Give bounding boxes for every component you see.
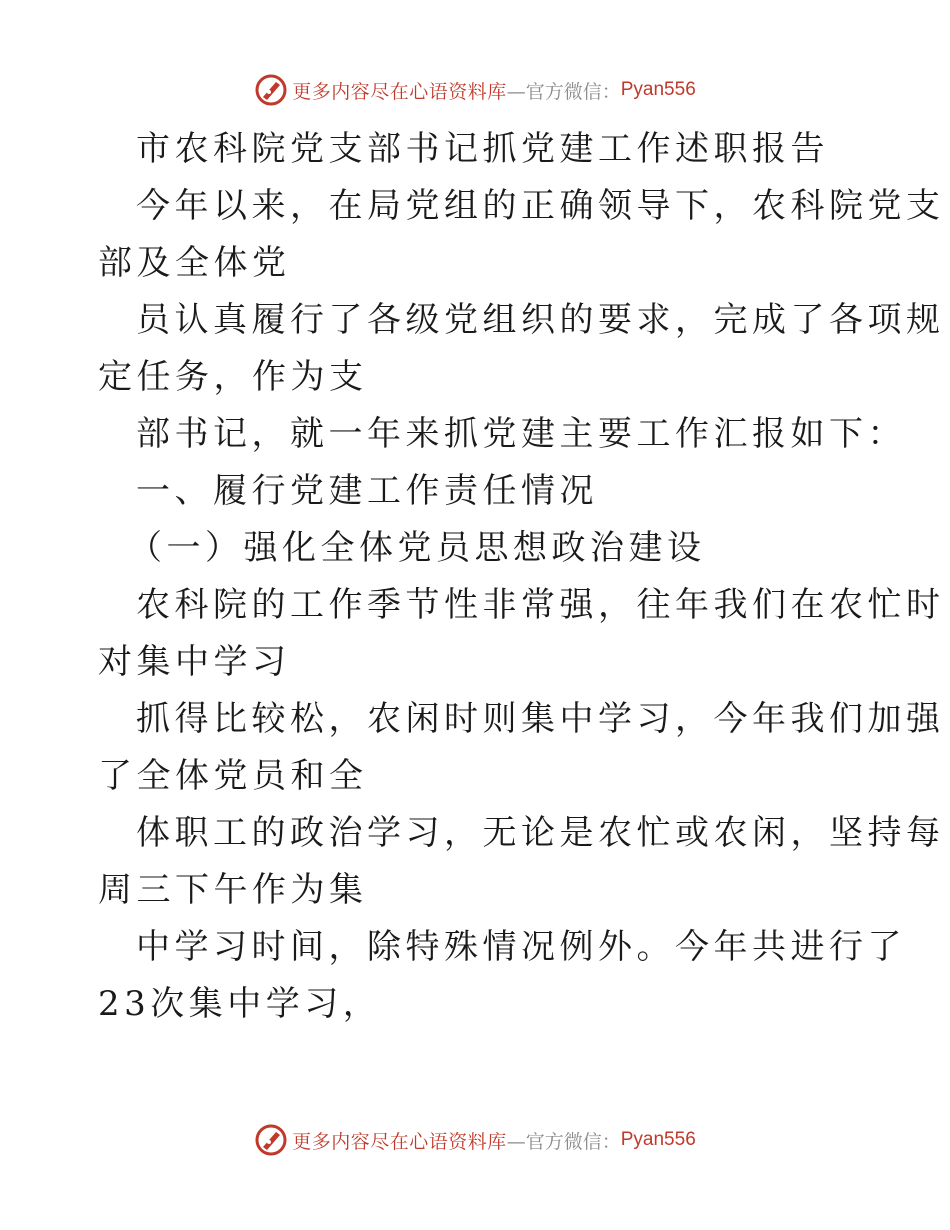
document-title: 市农科院党支部书记抓党建工作述职报告: [136, 129, 829, 169]
paragraph-line: 周三下午作为集: [98, 870, 368, 910]
watermark-label: —官方微信：: [506, 1130, 621, 1153]
pen-nib-circle-icon: [254, 73, 288, 107]
footer-watermark: [0, 1122, 950, 1158]
paragraph-line: 农科院的工作季节性非常强，往年我们在农忙时: [136, 585, 945, 625]
watermark-label: —官方微信：: [506, 80, 621, 103]
section-heading: 一、履行党建工作责任情况: [136, 471, 598, 511]
header-watermark: [0, 72, 950, 108]
paragraph-line: 中学习时间，除特殊情况例外。今年共进行了: [136, 927, 906, 967]
watermark-wechat-id: Pyan556: [620, 79, 696, 100]
paragraph-line: 抓得比较松，农闲时则集中学习，今年我们加强: [136, 699, 945, 739]
paragraph-line: 部及全体党: [98, 243, 291, 283]
watermark-wechat-id: Pyan556: [620, 1129, 696, 1150]
document-body: [98, 121, 945, 1033]
paragraph-line: 部书记，就一年来抓党建主要工作汇报如下：: [136, 414, 906, 454]
paragraph-line: 对集中学习: [98, 642, 291, 682]
paragraph-line: 体职工的政治学习，无论是农忙或农闲，坚持每: [136, 813, 945, 853]
watermark-site-name: 更多内容尽在心语资料库: [292, 1130, 507, 1153]
subsection-heading: （一）强化全体党员思想政治建设: [128, 528, 706, 568]
watermark-site-name: 更多内容尽在心语资料库: [292, 80, 507, 103]
paragraph-line: 了全体党员和全: [98, 756, 368, 796]
paragraph-line: 定任务，作为支: [98, 357, 368, 397]
paragraph-line: 员认真履行了各级党组织的要求，完成了各项规: [136, 300, 945, 340]
paragraph-line: 23次集中学习，: [98, 984, 382, 1024]
paragraph-line: 今年以来，在局党组的正确领导下，农科院党支: [136, 186, 945, 226]
pen-nib-circle-icon: [254, 1123, 288, 1157]
